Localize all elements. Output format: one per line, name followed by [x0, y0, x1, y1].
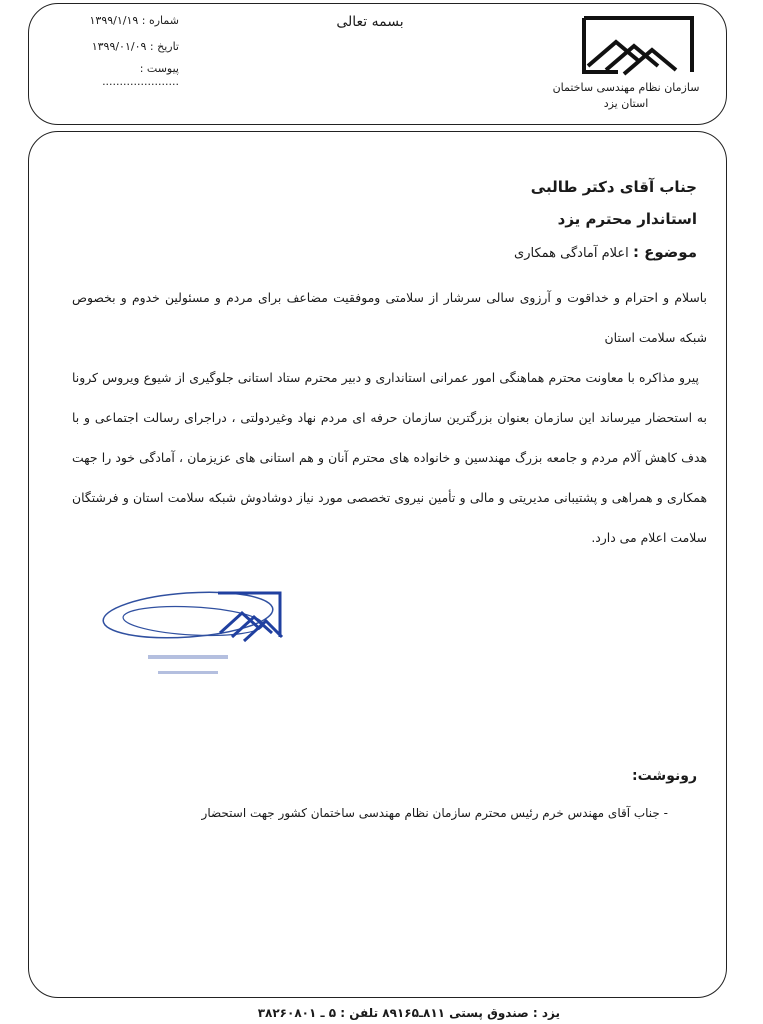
letter-number: شماره : ۱۳۹۹/۱/۱۹ [89, 14, 179, 27]
signature-stamp-icon [98, 585, 298, 700]
recipient-name: جناب آقای دکتر طالبی [530, 178, 697, 196]
basmala: بسمه تعالی [336, 14, 404, 30]
letter-attachment: پیوست : ...................... [102, 62, 179, 88]
letter-body-frame [28, 131, 727, 998]
org-name: سازمان نظام مهندسی ساختمان استان یزد [552, 81, 700, 110]
letter-date: تاریخ : ۱۳۹۹/۰۱/۰۹ [91, 40, 179, 53]
recipient-title: استاندار محترم یزد [557, 210, 697, 228]
greeting-paragraph: باسلام و احترام و خداقوت و آرزوی سالی سرشار از سلامتی وموفقیت مضاعف برای مردم و مسئولین خدوم و بخصوص شبکه سلامت استان [72, 290, 707, 345]
cc-title: رونوشت: [632, 768, 697, 784]
cc-item: - جناب آقای مهندس خرم رئیس محترم سازمان نظام مهندسی ساختمان کشور جهت استحضار [201, 806, 668, 820]
footer-address: یزد : صندوق پستی ۸۱۱ـ۸۹۱۶۵ تلفن : ۵ ـ ۳۸۲۶۰۸۰۱ [257, 1006, 560, 1020]
main-paragraph: پیرو مذاکره با معاونت محترم هماهنگی امور عمرانی استانداری و دبیر محترم ستاد استانی جلوگیری از شیوع ویروس کرونا به استحضار میرساند این سازمان بعنوان بزرگترین سازمان حرفه ای مردم نهاد وغیردولتی ، دراجرای رسالت اجتماعی و با هدف کاهش آلام مردم و جامعه بزرگ مهندسین و خانواده های محترم آنان و هم استانی های عزیزمان ، آمادگی خود را جهت همکاری و همراهی و پشتیبانی مدیریتی و مالی و تأمین نیروی تخصصی مورد نیاز دوشادوش شبکه سلامت استان و فرشتگان سلامت اعلام می دارد. [72, 370, 707, 545]
org-logo-icon [578, 8, 698, 80]
subject-line: موضوع : اعلام آمادگی همکاری [514, 243, 697, 261]
